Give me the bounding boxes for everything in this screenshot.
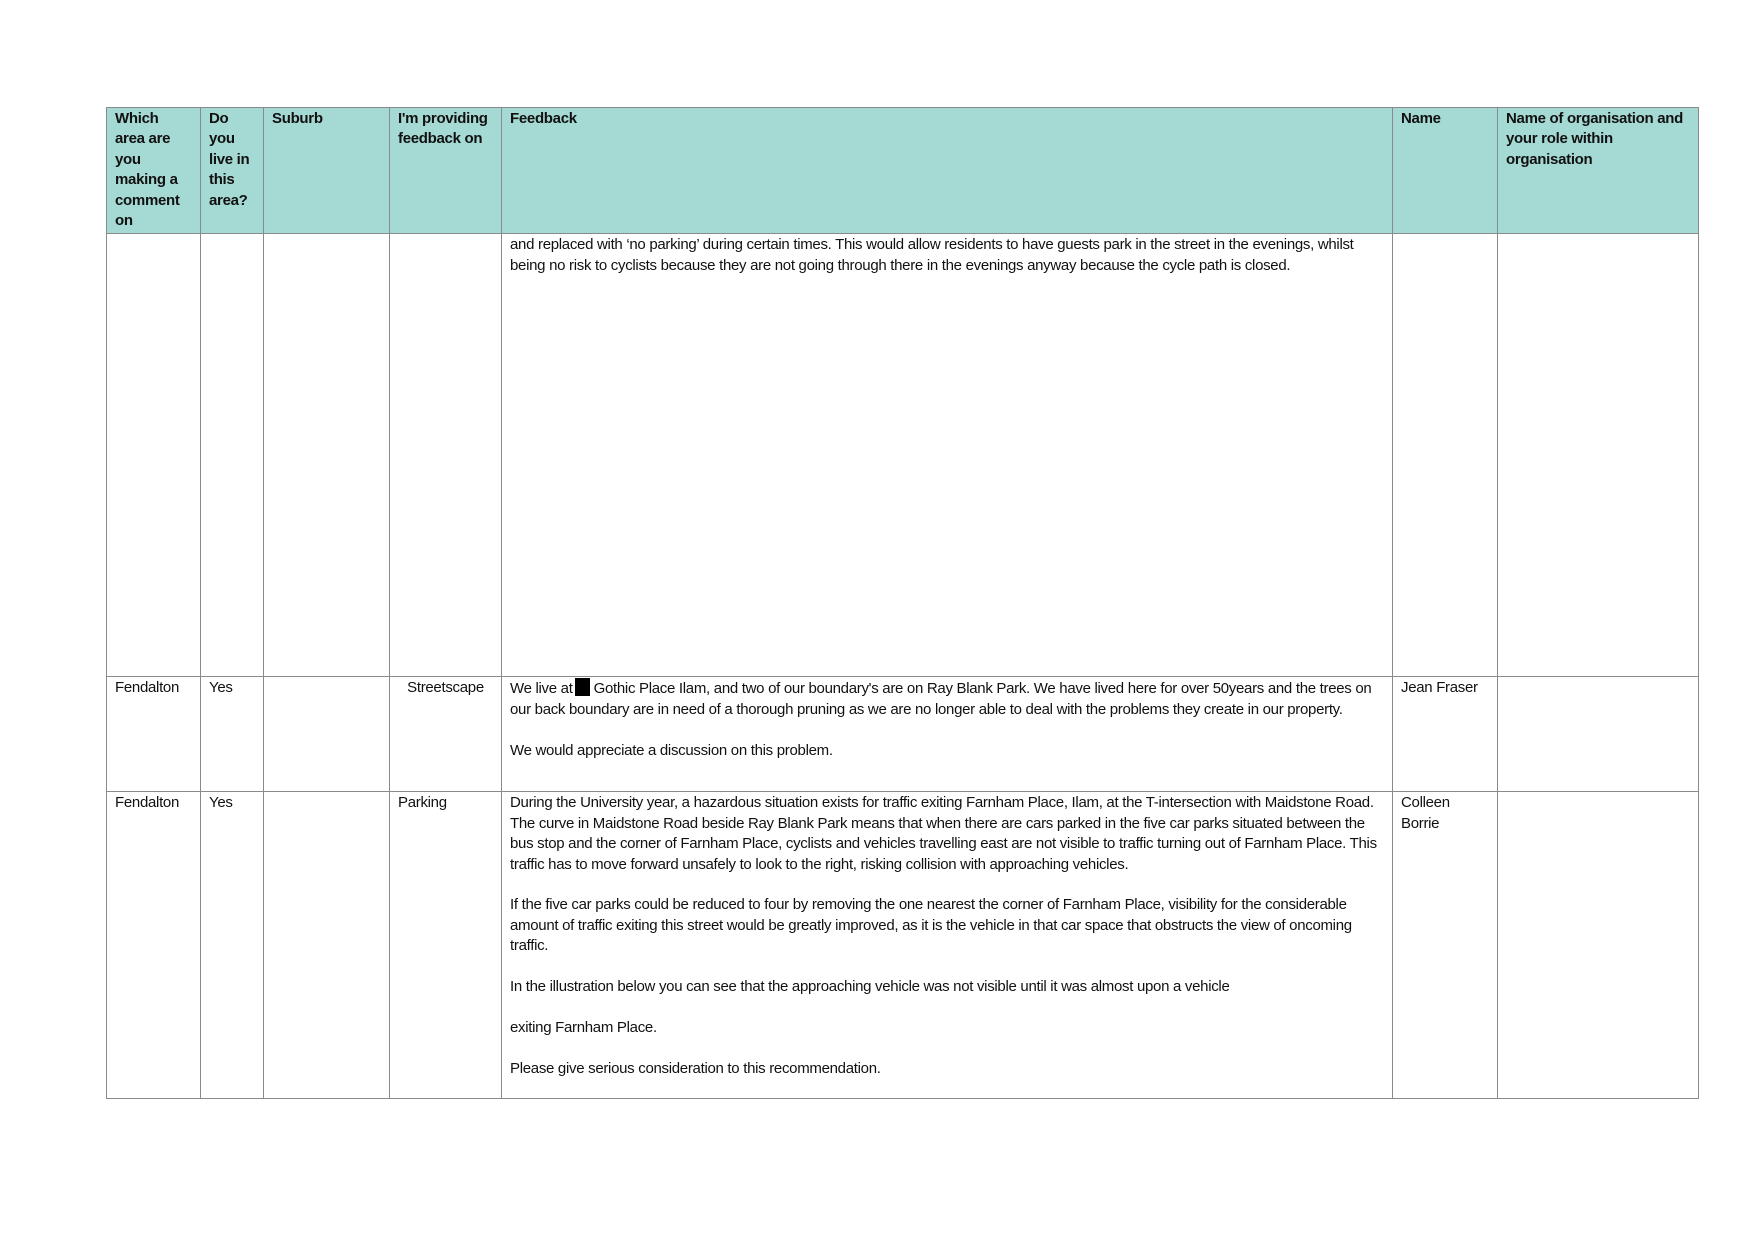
cell-live: [201, 234, 264, 677]
feedback-paragraph: Please give serious consideration to this recommendation.: [510, 1059, 881, 1077]
cell-suburb: [264, 792, 390, 1099]
table-header-row: [107, 108, 1699, 234]
table-row: [107, 234, 1699, 677]
cell-org: [1498, 677, 1699, 792]
feedback-paragraph: If the five car parks could be reduced to four by removing the one nearest the corner of Farnham Place, visibility for the considerable amount of traffic exiting this street would be greatly improved, as it is the vehicle in that car space that obstructs the view of oncoming traffic.: [510, 896, 1352, 955]
feedback-text: Gothic Place Ilam, and two of our boundary's are on Ray Blank Park. We have lived here for over 50years and the trees on our back boundary are in need of a thorough pruning as we are no longer able to deal with the problems they create in our property.: [510, 680, 1372, 718]
feedback-text: We live at: [510, 680, 573, 698]
cell-org: [1498, 792, 1699, 1099]
feedback-paragraph: We would appreciate a discussion on this problem.: [510, 741, 833, 759]
table-row: [107, 677, 1699, 792]
header-area: Which area are you making a comment on: [107, 108, 201, 234]
header-org: Name of organisation and your role within organisation: [1498, 108, 1699, 234]
feedback-paragraph: In the illustration below you can see that the approaching vehicle was not visible until it was almost upon a vehicle: [510, 978, 1230, 996]
cell-name: [1393, 234, 1498, 677]
redaction-block: [575, 678, 590, 696]
cell-suburb: [264, 677, 390, 792]
cell-org: [1498, 234, 1699, 677]
cell-area: Fendalton: [107, 792, 201, 1099]
table-row: [107, 792, 1699, 1099]
feedback-table: [106, 107, 1699, 1099]
feedback-paragraph: and replaced with ‘no parking’ during certain times. This would allow residents to have guests park in the street in the evenings, whilst being no risk to cyclists because they are not going through there in the evenings anyway because the cycle path is closed.: [510, 236, 1354, 274]
feedback-paragraph: During the University year, a hazardous situation exists for traffic exiting Farnham Place, Ilam, at the T-intersection with Maidstone Road. The curve in Maidstone Road beside Ray Blank Park means that when there are cars parked in the five car parks situated between the bus stop and the corner of Farnham Place, cyclists and vehicles travelling east are not visible to traffic turning out of Farnham Place. This traffic has to move forward unsafely to look to the right, risking collision with approaching vehicles.: [510, 794, 1377, 873]
cell-live: Yes: [201, 677, 264, 792]
cell-area: [107, 234, 201, 677]
cell-live: Yes: [201, 792, 264, 1099]
cell-feedback: [502, 234, 1393, 677]
header-live: Do you live in this area?: [201, 108, 264, 234]
cell-topic: [390, 234, 502, 677]
feedback-paragraph: exiting Farnham Place.: [510, 1018, 657, 1036]
cell-area: Fendalton: [107, 677, 201, 792]
feedback-paragraph: [510, 678, 1384, 720]
cell-topic: Streetscape: [390, 677, 502, 792]
cell-name: Jean Fraser: [1393, 677, 1498, 792]
cell-topic: Parking: [390, 792, 502, 1099]
cell-feedback: [502, 792, 1393, 1099]
header-feedback: Feedback: [502, 108, 1393, 234]
cell-name: Colleen Borrie: [1393, 792, 1498, 1099]
header-name: Name: [1393, 108, 1498, 234]
header-suburb: Suburb: [264, 108, 390, 234]
cell-suburb: [264, 234, 390, 677]
cell-feedback: [502, 677, 1393, 792]
header-topic: I'm providing feedback on: [390, 108, 502, 234]
